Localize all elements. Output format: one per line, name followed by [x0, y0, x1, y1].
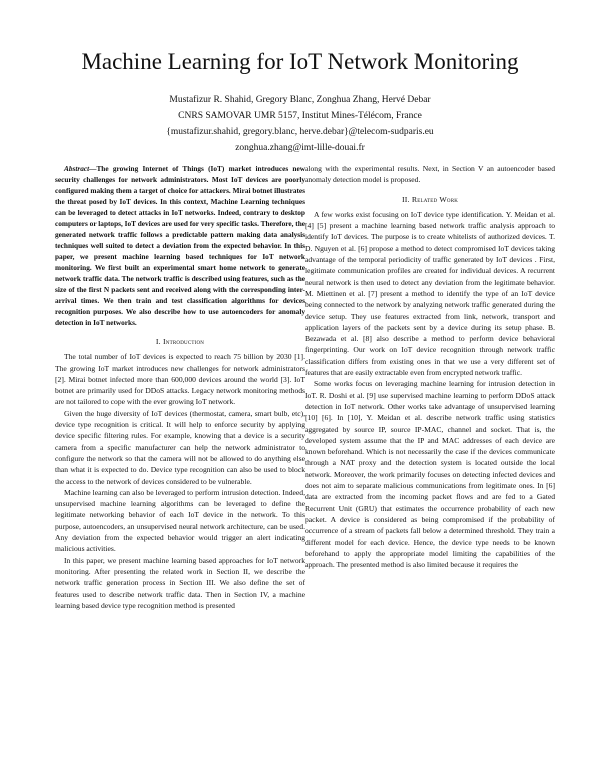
author-names: Mustafizur R. Shahid, Gregory Blanc, Zonghua Zhang, Hervé Debar — [169, 95, 431, 105]
author-affiliation: CNRS SAMOVAR UMR 5157, Institut Mines-Télécom, France — [178, 111, 422, 121]
abstract-text: —The growing Internet of Things (IoT) market introduces new security challenges for network administrators. Most IoT devices are poorly configured making them a target of choice for attackers. Mirai botnet illustrates the threat posed by IoT devices. In this context, Machine Learning techniques can be leveraged to detect attacks in IoT networks. Indeed, contrary to desktop computers or laptops, IoT devices are used for very specific tasks. Therefore, the generated network traffic follows a predictable pattern making data analysis techniques well suited to detect a deviation from the expected behavior. In this paper, we present machine learning based techniques for IoT network monitoring. We first built an experimental smart home network to generate network traffic data. The network traffic is described using features, such as the size of the first N packets sent and received along with the corresponding inter-arrival times. We then train and test classification algorithms for devices recognition purposes. We also describe how to use autoencoders for anomaly detection in IoT networks. — [55, 164, 305, 327]
author-block — [0, 92, 600, 156]
intro-paragraph: The total number of IoT devices is expected to reach 75 billion by 2030 [1]. The growing IoT market introduces new challenges for network administrators [2]. Mirai botnet infected more than 600,000 devices around the world [3]. IoT botnet are primarily used for DDoS attacks. Legacy network monitoring methods are not tailored to cope with the ever growing IoT network. — [55, 352, 305, 407]
section-heading-related-work: II. Related Work — [401, 194, 459, 204]
abstract-label: Abstract — [64, 164, 90, 173]
intro-paragraph: In this paper, we present machine learning based approaches for IoT network monitoring. After presenting the related work in Section II, we describe the network traffic generation process in Section III. We also define the set of features used to describe network traffic data. Then in Section IV, a machine learning based device type recognition method is presented — [55, 555, 305, 610]
author-email-2: zonghua.zhang@imt-lille-douai.fr — [235, 143, 365, 153]
author-emails: {mustafizur.shahid, gregory.blanc, herve.debar}@telecom-sudparis.eu — [166, 127, 434, 137]
left-column — [55, 163, 305, 611]
related-work-paragraph: A few works exist focusing on IoT device type identification. Y. Meidan et al. [4] [5] present a machine learning based network traffic analysis approach to identify IoT devices. The purpose is to create whitelists of authorized devices. T. D. Nguyen et al. [6] propose a method to detect compromised IoT devices taking advantage of the temporal periodicity of traffic generated by IoT devices . First, legitimate communication profiles are created for individual devices. A recurrent neural network is then used to detect any deviation from the legitimate behavior. M. Miettinen et al. [7] present a method to identify the type of an IoT device being connected to the network by analyzing network traffic generated during the device setup. They use features extracted from link, network, transport and application layers of the packets sent by a device during its setup phase. B. Bezawada et al. [8] also describe a method to perform device behavioral fingerprinting. Our work on IoT device recognition through network traffic classification differs from existing ones in that we use a very different set of features that are easily extractable even from encrypted network traffic. — [305, 209, 555, 378]
paper-title: Machine Learning for IoT Network Monitoring — [81, 49, 519, 74]
section-heading-introduction: I. Introduction — [155, 337, 205, 346]
abstract — [55, 163, 305, 328]
right-column — [305, 163, 555, 570]
intro-continuation: along with the experimental results. Next, in Section V an autoencoder based anomaly detection model is proposed. — [305, 164, 555, 185]
intro-paragraph: Machine learning can also be leveraged to perform intrusion detection. Indeed, unsupervised machine learning algorithms can be leveraged to define the legitimate networking behavior of each IoT device in the network. To this purpose, autoencoders, an unsupervised neural network architecture, can be used. Any deviation from the expected behavior would trigger an alert indicating malicious activities. — [55, 487, 305, 554]
related-work-paragraph: Some works focus on leveraging machine learning for intrusion detection in IoT. R. Doshi et al. [9] use supervised machine learning to perform DDoS attack detection in IoT network. Other works take advantage of unsupervised learning [10] [6]. In [10], Y. Meidan et al. describe network traffic using statistics aggregated by source IP, source IP-MAC, channel and socket. That is, the developed system assume that the IP and MAC addresses of each device are known beforehand. Which is not necessarily the case if the devices communicate through a NAT proxy and the detection system is located outside the local network. Moreover, the work primarily focuses on detecting infected devices and does not aim to separate malicious communications from legitimate ones. In [6] data are extracted from the incoming packet flows and are fed to a Gated Recurrent Unit (GRU) that estimates the occurrence probability of each new packet. A device is considered as being compromised if the probability of occurrence of a stream of packets fall below a determined threshold. They train a different model for each device. Hence, the device type needs to be known beforehand to apply the appropriate model limiting the capabilities of the approach. The presented method is also limited because it requires the — [305, 379, 555, 570]
intro-paragraph: Given the huge diversity of IoT devices (thermostat, camera, smart bulb, etc), device type recognition is critical. It will help to enforce security by applying device specific filtering rules. For example, knowing that a device is a security camera from a specific manufacturer can help the network administrator to configure the network so that the camera will not be allowed to do anything else than what it is expected to do. Device type recognition can also be used to block the access to the network of devices considered to be vulnerable. — [55, 408, 305, 486]
